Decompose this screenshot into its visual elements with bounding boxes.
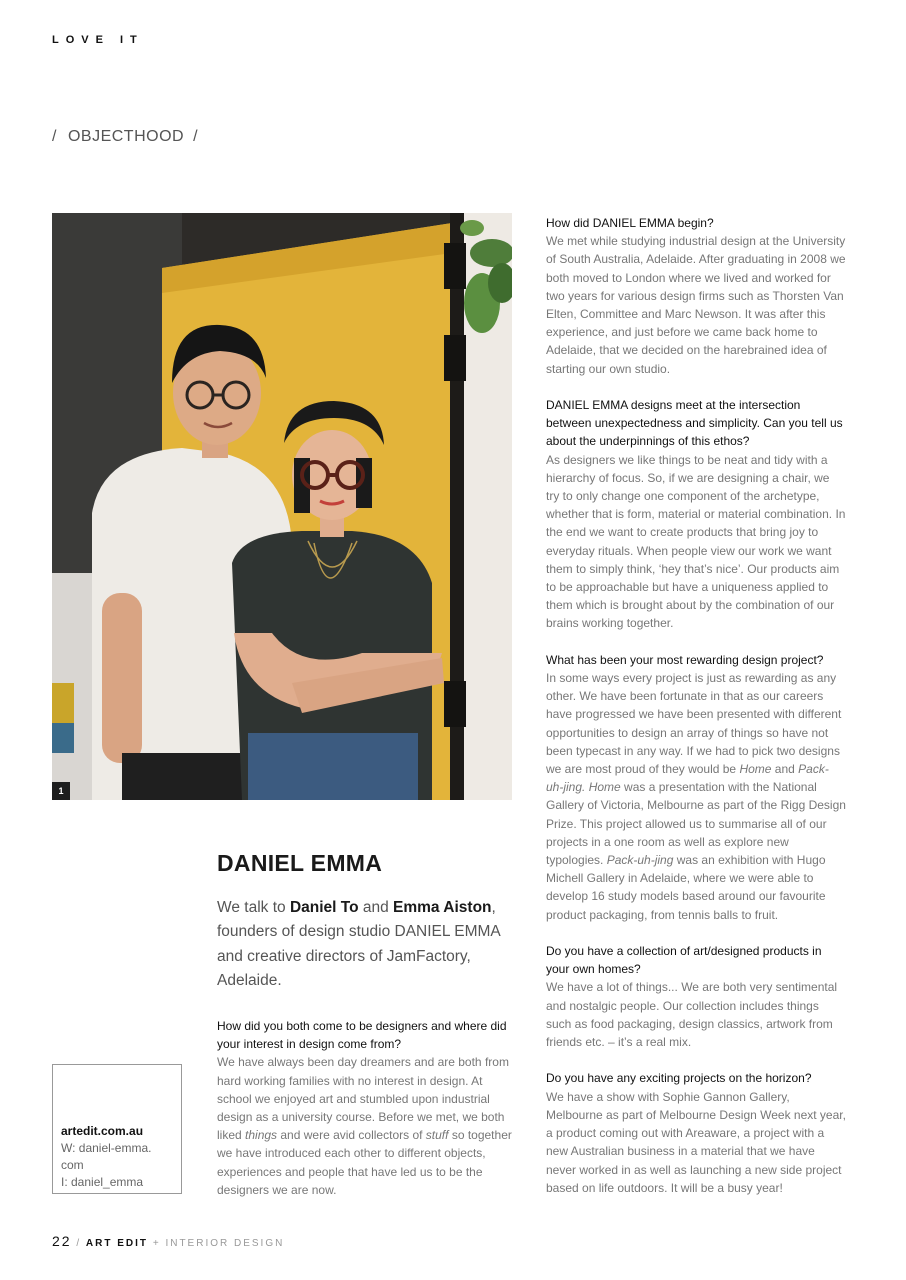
question: How did DANIEL EMMA begin? xyxy=(546,216,714,230)
website-link[interactable]: artedit.com.au xyxy=(61,1124,144,1138)
qa-block xyxy=(546,396,846,633)
answer-text: was a presentation with the National Gallery of Victoria, Melbourne as part of the Rigg Design Prize. This project allowed us to summarise all of our projects in a one room as well as explore new typologies. xyxy=(546,780,846,868)
qa-block xyxy=(546,651,846,924)
qa-block xyxy=(546,214,846,378)
answer-emphasis: stuff xyxy=(425,1128,449,1143)
web-address-line-2: com xyxy=(61,1158,84,1172)
answer: We have a lot of things... We are both very sentimental and nostalgic people. Our collection includes things such as food packaging, design classics, artwork from friends etc. – it’s a real mix. xyxy=(546,980,838,1050)
section-tag xyxy=(52,128,198,146)
answer: We have a show with Sophie Gannon Gallery, Melbourne as part of Melbourne Design Week next year, a product coming out with Areaware, a project with a new Australian business in a material that we have never worked in as well as launching a new side project based on life outdoors. It will be a busy year! xyxy=(546,1089,846,1195)
magazine-section-label: LOVE IT xyxy=(52,34,144,46)
qa-block-origins xyxy=(217,1017,513,1199)
question: What has been your most rewarding design project? xyxy=(546,652,824,667)
answer-text: and were avid collectors of xyxy=(277,1128,426,1143)
web-address-line-1: W: daniel-emma. xyxy=(61,1141,152,1155)
intro-text-1: We talk to xyxy=(217,899,290,916)
feature-title: DANIEL EMMA xyxy=(217,850,383,876)
footer-separator: + xyxy=(152,1238,161,1249)
portrait-illustration xyxy=(52,213,512,800)
answer: We met while studying industrial design at the University of South Australia, Adelaide. After graduating in 2008 we both moved to London where we lived and worked for two years for various design firms such as Thorsten Van Elten, Committee and Marc Newson. It was after this experience, and just before we came back home to Adelaide, that we decided on the harebrained idea of starting our own studio. xyxy=(546,234,846,376)
section-slash-left: / xyxy=(52,128,57,145)
page-number: 22 xyxy=(52,1233,72,1249)
answer-emphasis: Home xyxy=(739,762,772,777)
feature-intro xyxy=(217,896,512,994)
footer-separator: / xyxy=(76,1238,82,1249)
answer-text: so together we have introduced each other to different objects, experiences and people that have led us to be the designers we are now. xyxy=(217,1128,512,1197)
footer-section: INTERIOR DESIGN xyxy=(165,1238,285,1249)
photo-caption-number: 1 xyxy=(52,782,70,800)
answer-emphasis: Pack-uh-jing xyxy=(606,853,674,868)
answer-text: and xyxy=(771,762,799,777)
qa-block xyxy=(546,1069,846,1196)
portrait-photo xyxy=(52,213,512,800)
page-footer xyxy=(52,1233,284,1249)
contact-info-box xyxy=(52,1064,182,1194)
answer-text: In some ways every project is just as rewarding as any other. We have been fortunate in that as our careers have progressed we have been presented with different opportunities to design an array of things so have not been typecast in any way. If we had to pick two designs we are most proud of they would be xyxy=(546,671,842,777)
section-name: OBJECTHOOD xyxy=(67,128,185,145)
question: DANIEL EMMA designs meet at the intersection between unexpectedness and simplicity. Can you tell us about the underpinnings of this ethos? xyxy=(546,398,843,449)
question: How did you both come to be designers and where did your interest in design come from? xyxy=(217,1019,507,1052)
qa-block xyxy=(546,942,846,1051)
answer: As designers we like things to be neat and tidy with a hierarchy of focus. So, if we are designing a chair, we try to only change one component of the archetype, whether that is form, material or material combination. In the end we want to create products that bring joy to everyday rituals. When people view our work we want them to simply think, ‘hey that’s nice’. Our products aim to be approachable but have a uniqueness applied to them which is brought about by the combination of our brains working together. xyxy=(546,452,846,631)
question: Do you have a collection of art/designed products in your own homes? xyxy=(546,944,822,977)
answer xyxy=(546,669,846,924)
intro-name-daniel: Daniel To xyxy=(289,899,359,916)
interview-column-right xyxy=(546,214,846,1215)
intro-name-emma: Emma Aiston xyxy=(393,899,492,916)
answer-emphasis: Pack-uh-jing. Home xyxy=(546,762,829,795)
section-slash-right: / xyxy=(193,128,199,145)
instagram-handle: I: daniel_emma xyxy=(61,1175,144,1189)
answer-emphasis: things xyxy=(245,1128,278,1143)
answer-text: was an exhibition with Hugo Michell Gallery in Adelaide, where we were able to develop 16 study models based around our favourite product packaging, from tennis balls to fruit. xyxy=(546,853,826,922)
answer xyxy=(217,1053,513,1199)
answer-text: We have always been day dreamers and are both from hard working families with no interest in design. At school we enjoyed art and stumbled upon industrial design as a university course. Before we met, we both liked xyxy=(217,1055,509,1143)
intro-text-2: and xyxy=(358,899,394,916)
intro-text-3: , founders of design studio DANIEL EMMA and creative directors of JamFactory, Adelaide. xyxy=(217,899,500,990)
question: Do you have any exciting projects on the horizon? xyxy=(546,1071,812,1086)
magazine-brand: ART EDIT xyxy=(85,1238,149,1249)
